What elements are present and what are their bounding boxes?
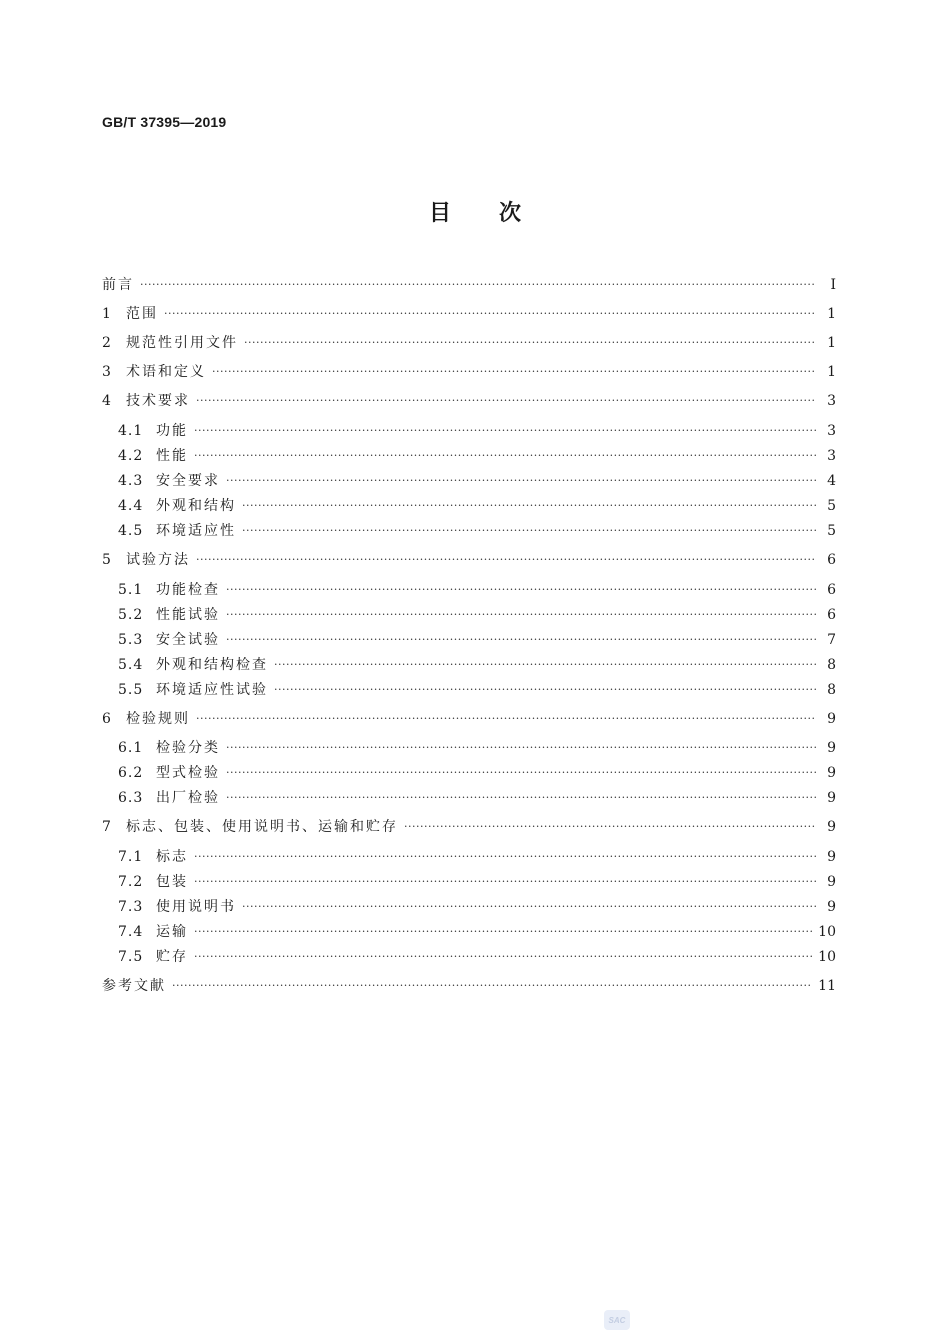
toc-entry-page: 8 <box>827 682 836 698</box>
toc-entry[interactable] <box>102 361 836 383</box>
toc-entry-number: 6.3 <box>118 790 144 806</box>
toc-entry-title: 出厂检验 <box>156 790 220 806</box>
page-title: 目次 <box>428 201 569 226</box>
toc-entry[interactable] <box>118 629 836 651</box>
toc-entry[interactable] <box>102 708 836 730</box>
toc-dot-leader <box>164 303 816 325</box>
toc-entry[interactable] <box>102 816 836 838</box>
toc-entry-title: 术语和定义 <box>126 364 206 380</box>
toc-dot-leader <box>274 654 816 676</box>
toc-dot-leader <box>242 495 816 517</box>
toc-entry-title: 性能试验 <box>156 607 220 623</box>
toc-entry-title: 性能 <box>156 448 188 464</box>
toc-entry-page: 1 <box>827 306 836 322</box>
toc-entry-page: 6 <box>827 607 836 623</box>
toc-entry-page: 3 <box>827 423 836 439</box>
toc-entry-page: 1 <box>827 335 836 351</box>
toc-entry-title: 功能检查 <box>156 582 220 598</box>
toc-entry-number: 7.4 <box>118 924 144 940</box>
toc-dot-leader <box>242 896 816 918</box>
toc-entry-page: 6 <box>827 582 836 598</box>
toc-dot-leader <box>172 975 812 997</box>
toc-entry[interactable] <box>118 871 836 893</box>
toc-dot-leader <box>194 420 816 442</box>
toc-entry[interactable] <box>118 762 836 784</box>
toc-entry-title: 标志、包装、使用说明书、运输和贮存 <box>126 819 398 835</box>
toc-dot-leader <box>196 708 816 730</box>
toc-entry-title: 范围 <box>126 306 158 322</box>
toc-entry-title: 规范性引用文件 <box>126 335 238 351</box>
toc-entry-title: 检验分类 <box>156 740 220 756</box>
toc-entry[interactable] <box>118 921 836 943</box>
toc-entry[interactable] <box>118 579 836 601</box>
toc-entry-number: 5.4 <box>118 657 144 673</box>
toc-entry[interactable] <box>118 787 836 809</box>
toc-dot-leader <box>226 629 816 651</box>
toc-entry-title: 外观和结构 <box>156 498 236 514</box>
toc-entry-title: 外观和结构检查 <box>156 657 268 673</box>
toc-entry[interactable] <box>102 975 836 997</box>
toc-entry-number: 6.1 <box>118 740 144 756</box>
toc-dot-leader <box>242 520 816 542</box>
toc-entry-page: 9 <box>827 874 836 890</box>
toc-dot-leader <box>194 946 812 968</box>
toc-dot-leader <box>196 549 816 571</box>
toc-entry-page: 5 <box>827 523 836 539</box>
toc-dot-leader <box>196 390 816 412</box>
toc-entry-number: 5 <box>102 552 112 568</box>
toc-entry-page: 3 <box>827 448 836 464</box>
toc-entry-page: 7 <box>827 632 836 648</box>
toc-entry-number: 5.5 <box>118 682 144 698</box>
toc-entry-title: 安全试验 <box>156 632 220 648</box>
toc-dot-leader <box>404 816 816 838</box>
toc-entry[interactable] <box>118 896 836 918</box>
toc-dot-leader <box>226 579 816 601</box>
watermark-logo-icon: SAC <box>604 1310 630 1330</box>
toc-entry-page: 10 <box>818 949 836 965</box>
toc-dot-leader <box>194 871 816 893</box>
toc-entry-page: 6 <box>827 552 836 568</box>
toc-dot-leader <box>226 737 816 759</box>
toc-entry-number: 5.3 <box>118 632 144 648</box>
toc-entry-title: 使用说明书 <box>156 899 236 915</box>
toc-entry-page: 9 <box>827 899 836 915</box>
toc-entry-title: 技术要求 <box>126 393 190 409</box>
toc-dot-leader <box>194 921 812 943</box>
toc-entry-number: 4.2 <box>118 448 144 464</box>
toc-entry-page: 9 <box>827 849 836 865</box>
toc-entry[interactable] <box>118 654 836 676</box>
toc-entry-page: 8 <box>827 657 836 673</box>
toc-entry-number: 7 <box>102 819 112 835</box>
toc-entry-page: 4 <box>827 473 836 489</box>
toc-dot-leader <box>194 846 816 868</box>
toc-entry-number: 4 <box>102 393 112 409</box>
toc-entry-title: 环境适应性试验 <box>156 682 268 698</box>
toc-dot-leader <box>244 332 816 354</box>
toc-entry-number: 5.2 <box>118 607 144 623</box>
toc-entry-page: 9 <box>827 790 836 806</box>
toc-entry-title: 运输 <box>156 924 188 940</box>
document-id: GB/T 37395—2019 <box>102 114 227 130</box>
toc-entry[interactable] <box>118 846 836 868</box>
toc-entry-page: 10 <box>818 924 836 940</box>
toc-entry[interactable] <box>118 420 836 442</box>
toc-entry-number: 7.2 <box>118 874 144 890</box>
toc-entry-number: 1 <box>102 306 112 322</box>
toc-entry-title: 标志 <box>156 849 188 865</box>
toc-entry-number: 2 <box>102 335 112 351</box>
toc-entry-title: 包装 <box>156 874 188 890</box>
toc-entry[interactable] <box>118 495 836 517</box>
toc-entry[interactable] <box>118 445 836 467</box>
toc-entry-page: 1 <box>827 364 836 380</box>
toc-entry-title: 前言 <box>102 277 134 293</box>
toc-entry[interactable] <box>118 737 836 759</box>
toc-entry-title: 环境适应性 <box>156 523 236 539</box>
toc-entry-number: 6 <box>102 711 112 727</box>
toc-dot-leader <box>212 361 816 383</box>
toc-entry-number: 3 <box>102 364 112 380</box>
toc-entry-page: 11 <box>818 978 836 994</box>
toc-entry-title: 型式检验 <box>156 765 220 781</box>
toc-entry-number: 4.1 <box>118 423 144 439</box>
toc-entry-title: 参考文献 <box>102 978 166 994</box>
toc-entry-number: 4.4 <box>118 498 144 514</box>
toc-entry[interactable] <box>118 470 836 492</box>
toc-dot-leader <box>140 274 816 296</box>
toc-entry-page: 9 <box>827 740 836 756</box>
toc-entry-number: 4.5 <box>118 523 144 539</box>
toc-entry-page: 9 <box>827 819 836 835</box>
toc-dot-leader <box>226 470 816 492</box>
toc-entry[interactable] <box>118 604 836 626</box>
toc-entry-number: 4.3 <box>118 473 144 489</box>
toc-entry-number: 7.3 <box>118 899 144 915</box>
toc-dot-leader <box>226 604 816 626</box>
toc-entry-page: 3 <box>827 393 836 409</box>
toc-entry-title: 检验规则 <box>126 711 190 727</box>
toc-entry-number: 7.1 <box>118 849 144 865</box>
toc-entry-number: 6.2 <box>118 765 144 781</box>
toc-entry-title: 安全要求 <box>156 473 220 489</box>
toc-entry-title: 功能 <box>156 423 188 439</box>
toc-entry[interactable] <box>118 520 836 542</box>
toc-entry[interactable] <box>102 332 836 354</box>
toc-entry[interactable] <box>102 303 836 325</box>
toc-entry-title: 贮存 <box>156 949 188 965</box>
toc-entry-page: 5 <box>827 498 836 514</box>
toc-entry-page: 9 <box>827 711 836 727</box>
toc-dot-leader <box>274 679 816 701</box>
toc-entry-number: 7.5 <box>118 949 144 965</box>
toc-entry-title: 试验方法 <box>126 552 190 568</box>
toc-entry-page: 9 <box>827 765 836 781</box>
toc-entry[interactable] <box>102 549 836 571</box>
toc-dot-leader <box>194 445 816 467</box>
toc-entry[interactable] <box>102 390 836 412</box>
toc-entry[interactable] <box>118 679 836 701</box>
toc-dot-leader <box>226 762 816 784</box>
toc-dot-leader <box>226 787 816 809</box>
toc-entry[interactable] <box>118 946 836 968</box>
toc-entry-page: Ⅰ <box>830 277 836 293</box>
toc-entry[interactable] <box>102 274 836 296</box>
toc-entry-number: 5.1 <box>118 582 144 598</box>
